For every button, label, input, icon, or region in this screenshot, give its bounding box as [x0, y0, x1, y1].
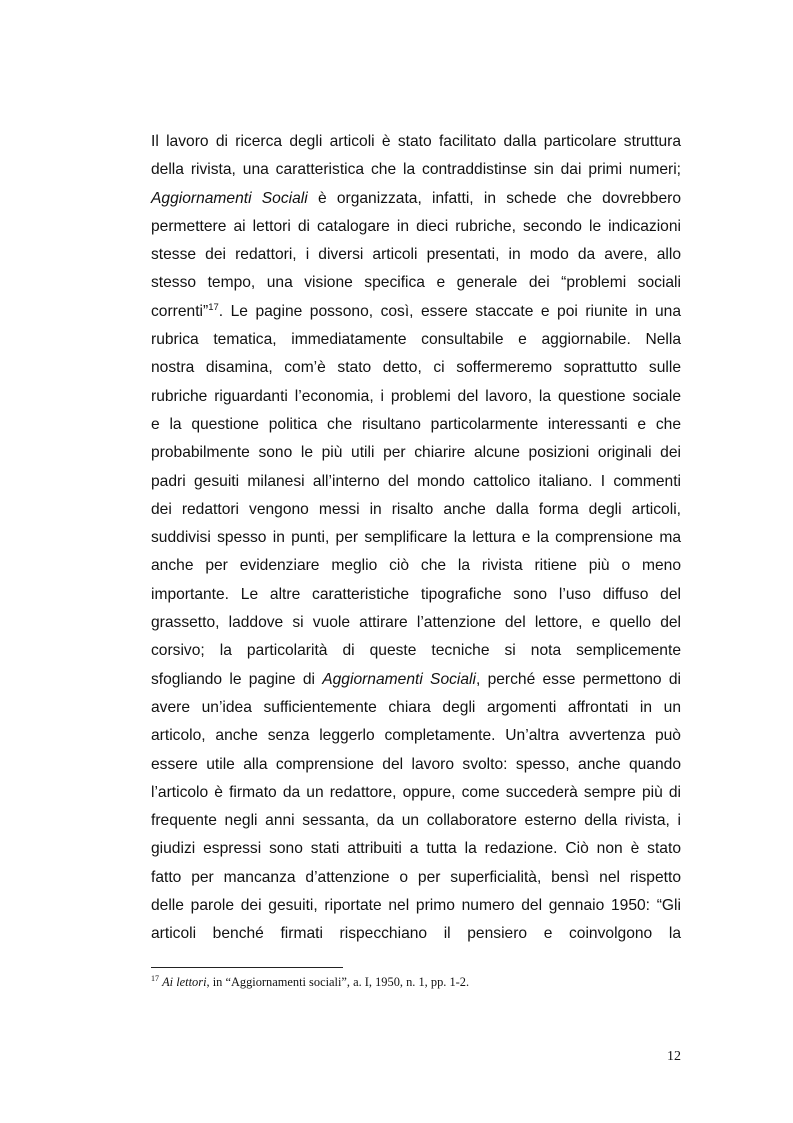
text-line: frequente negli anni sessanta, da un collaboratore esterno della rivista, i	[151, 812, 681, 830]
text-line: e la questione politica che risultano particolarmente interessanti e che	[151, 415, 681, 433]
text-line: sfogliando le pagine di Aggiornamenti Sociali, perché esse permettono di	[151, 670, 681, 688]
footnote-title: Ai lettori	[162, 975, 207, 989]
text-line: Aggiornamenti Sociali è organizzata, infatti, in schede che dovrebbero	[151, 189, 681, 207]
text-line: stesse dei redattori, i diversi articoli presentati, in modo da avere, allo	[151, 246, 681, 264]
body-paragraph	[151, 128, 681, 949]
text-line: giudizi espressi sono stati attribuiti a tutta la redazione. Ciò non è stato	[151, 840, 681, 858]
footnote	[151, 974, 681, 990]
footnote-reference: 17	[208, 301, 219, 313]
footnote-number: 17	[151, 974, 159, 983]
text-line: dei redattori vengono messi in risalto anche dalla forma degli articoli,	[151, 500, 681, 518]
text-line: rubrica tematica, immediatamente consultabile e aggiornabile. Nella	[151, 331, 681, 349]
text-line: della rivista, una caratteristica che la contraddistinse sin dai primi numeri;	[151, 161, 681, 179]
page-number: 12	[667, 1049, 681, 1064]
text-line: permettere ai lettori di catalogare in dieci rubriche, secondo le indicazioni	[151, 217, 681, 235]
text-line: Il lavoro di ricerca degli articoli è stato facilitato dalla particolare struttura	[151, 133, 681, 150]
journal-title-italic: Aggiornamenti Sociali	[151, 189, 308, 207]
text-line: importante. Le altre caratteristiche tipografiche sono l’uso diffuso del	[151, 585, 681, 603]
text-line: stesso tempo, una visione specifica e generale dei “problemi sociali	[151, 274, 681, 292]
text-line: anche per evidenziare meglio ciò che la rivista ritiene più o meno	[151, 557, 681, 575]
text-line: suddivisi spesso in punti, per semplificare la lettura e la comprensione ma	[151, 529, 681, 547]
journal-title-italic: Aggiornamenti Sociali	[322, 670, 476, 688]
text-line: grassetto, laddove si vuole attirare l’attenzione del lettore, e quello del	[151, 614, 681, 632]
text-line: articolo, anche senza leggerlo completamente. Un’altra avvertenza può	[151, 727, 681, 745]
text-line: nostra disamina, com’è stato detto, ci soffermeremo soprattutto sulle	[151, 359, 681, 377]
text-line: l’articolo è firmato da un redattore, oppure, come succederà sempre più di	[151, 783, 681, 801]
text-line: correnti”$^{17}$. Le pagine possono, così, essere staccate e poi riunite in una	[151, 301, 681, 320]
text-line: fatto per mancanza d’attenzione o per superficialità, bensì nel rispetto	[151, 868, 681, 886]
text-line: delle parole dei gesuiti, riportate nel primo numero del gennaio 1950: “Gli	[151, 897, 681, 915]
text-line: essere utile alla comprensione del lavoro svolto: spesso, anche quando	[151, 755, 681, 773]
text-line: rubriche riguardanti l’economia, i problemi del lavoro, la questione sociale	[151, 387, 681, 405]
text-line: probabilmente sono le più utili per chiarire alcune posizioni originali dei	[151, 444, 681, 462]
footnote-separator	[151, 967, 343, 968]
footnote-citation: , in “Aggiornamenti sociali”, a. I, 1950, n. 1, pp. 1-2.	[206, 975, 470, 989]
text-line: articoli benché firmati rispecchiano il pensiero e coinvolgono la	[151, 925, 681, 943]
text-line: padri gesuiti milanesi all’interno del mondo cattolico italiano. I commenti	[151, 472, 681, 490]
text-line: corsivo; la particolarità di queste tecniche si nota semplicemente	[151, 642, 681, 660]
text-line: avere un’idea sufficientemente chiara degli argomenti affrontati in un	[151, 698, 681, 716]
